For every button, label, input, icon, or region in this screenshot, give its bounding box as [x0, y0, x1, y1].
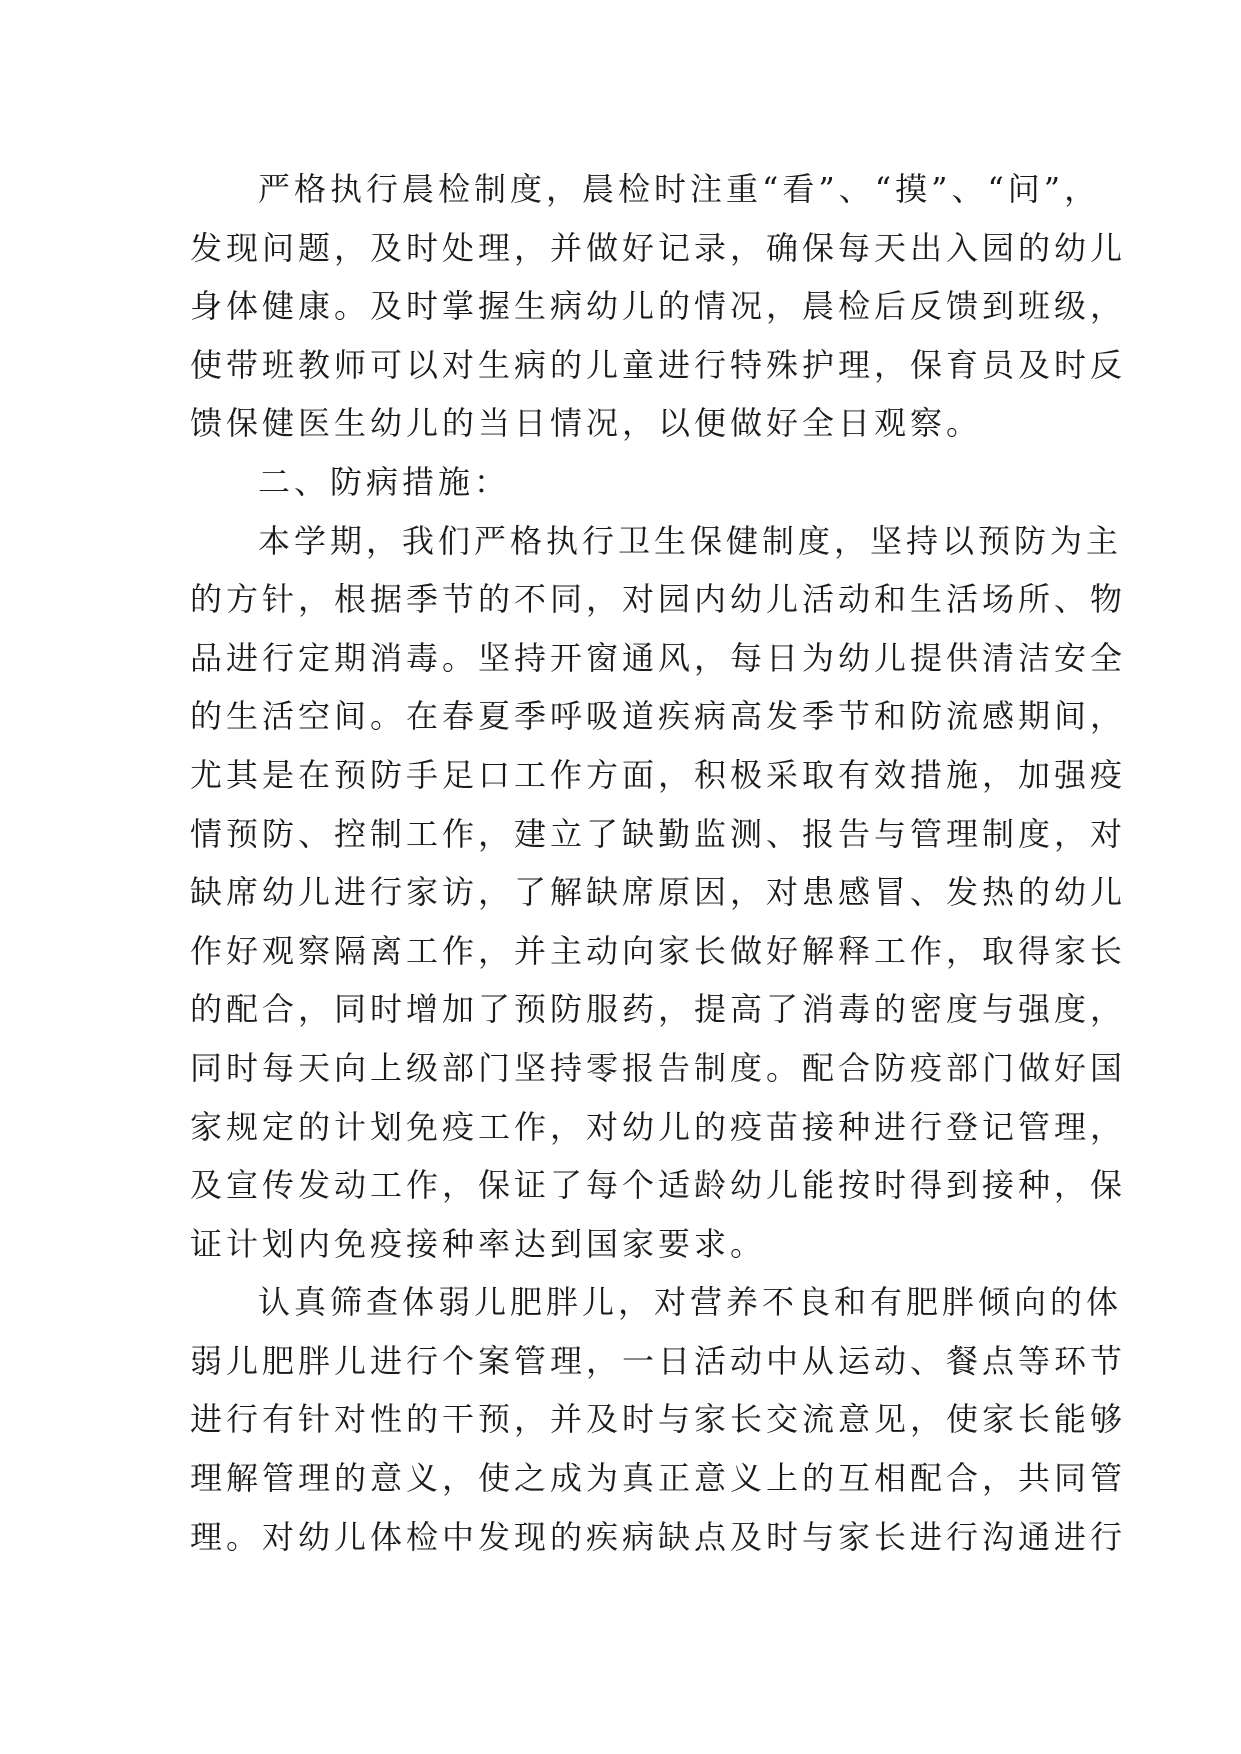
paragraph-line: 尤其是在预防手足口工作方面，积极采取有效措施，加强疫 [190, 755, 1127, 794]
paragraph-line: 严格执行晨检制度，晨检时注重“看”、“摸”、“问”， [258, 170, 1101, 208]
paragraph-line: 品进行定期消毒。坚持开窗通风，每日为幼儿提供清洁安全 [190, 638, 1127, 677]
paragraph-line: 同时每天向上级部门坚持零报告制度。配合防疫部门做好国 [190, 1048, 1127, 1087]
paragraph-line: 的方针，根据季节的不同，对园内幼儿活动和生活场所、物 [190, 580, 1127, 619]
paragraph-line: 使带班教师可以对生病的儿童进行特殊护理，保育员及时反 [190, 345, 1127, 384]
paragraph-line: 弱儿肥胖儿进行个案管理，一日活动中从运动、餐点等环节 [190, 1341, 1127, 1380]
paragraph-line: 馈保健医生幼儿的当日情况，以便做好全日观察。 [190, 404, 983, 443]
document-body [190, 160, 1127, 1566]
paragraph-line: 作好观察隔离工作，并主动向家长做好解释工作，取得家长 [190, 931, 1127, 970]
paragraph-line: 本学期，我们严格执行卫生保健制度，坚持以预防为主 [258, 521, 1123, 560]
paragraph-line: 的配合，同时增加了预防服药，提高了消毒的密度与强度， [190, 990, 1127, 1029]
paragraph-line: 发现问题，及时处理，并做好记录，确保每天出入园的幼儿 [190, 228, 1127, 267]
paragraph-line: 及宣传发动工作，保证了每个适龄幼儿能按时得到接种，保 [190, 1166, 1127, 1205]
paragraph-line: 缺席幼儿进行家访，了解缺席原因，对患感冒、发热的幼儿 [190, 873, 1127, 912]
paragraph-line: 的生活空间。在春夏季呼吸道疾病高发季节和防流感期间， [190, 697, 1127, 736]
paragraph-line: 证计划内免疫接种率达到国家要求。 [190, 1224, 767, 1263]
paragraph-line: 家规定的计划免疫工作，对幼儿的疫苗接种进行登记管理， [190, 1107, 1127, 1146]
paragraph-line: 理解管理的意义，使之成为真正意义上的互相配合，共同管 [190, 1459, 1127, 1498]
paragraph-line: 认真筛查体弱儿肥胖儿，对营养不良和有肥胖倾向的体 [258, 1283, 1123, 1322]
paragraph-line: 身体健康。及时掌握生病幼儿的情况，晨检后反馈到班级， [190, 287, 1127, 326]
paragraph-line: 情预防、控制工作，建立了缺勤监测、报告与管理制度，对 [190, 814, 1127, 853]
section-heading: 二、防病措施： [258, 462, 511, 501]
paragraph-line: 理。对幼儿体检中发现的疾病缺点及时与家长进行沟通进行 [190, 1517, 1127, 1556]
paragraph-line: 进行有针对性的干预，并及时与家长交流意见，使家长能够 [190, 1400, 1127, 1439]
